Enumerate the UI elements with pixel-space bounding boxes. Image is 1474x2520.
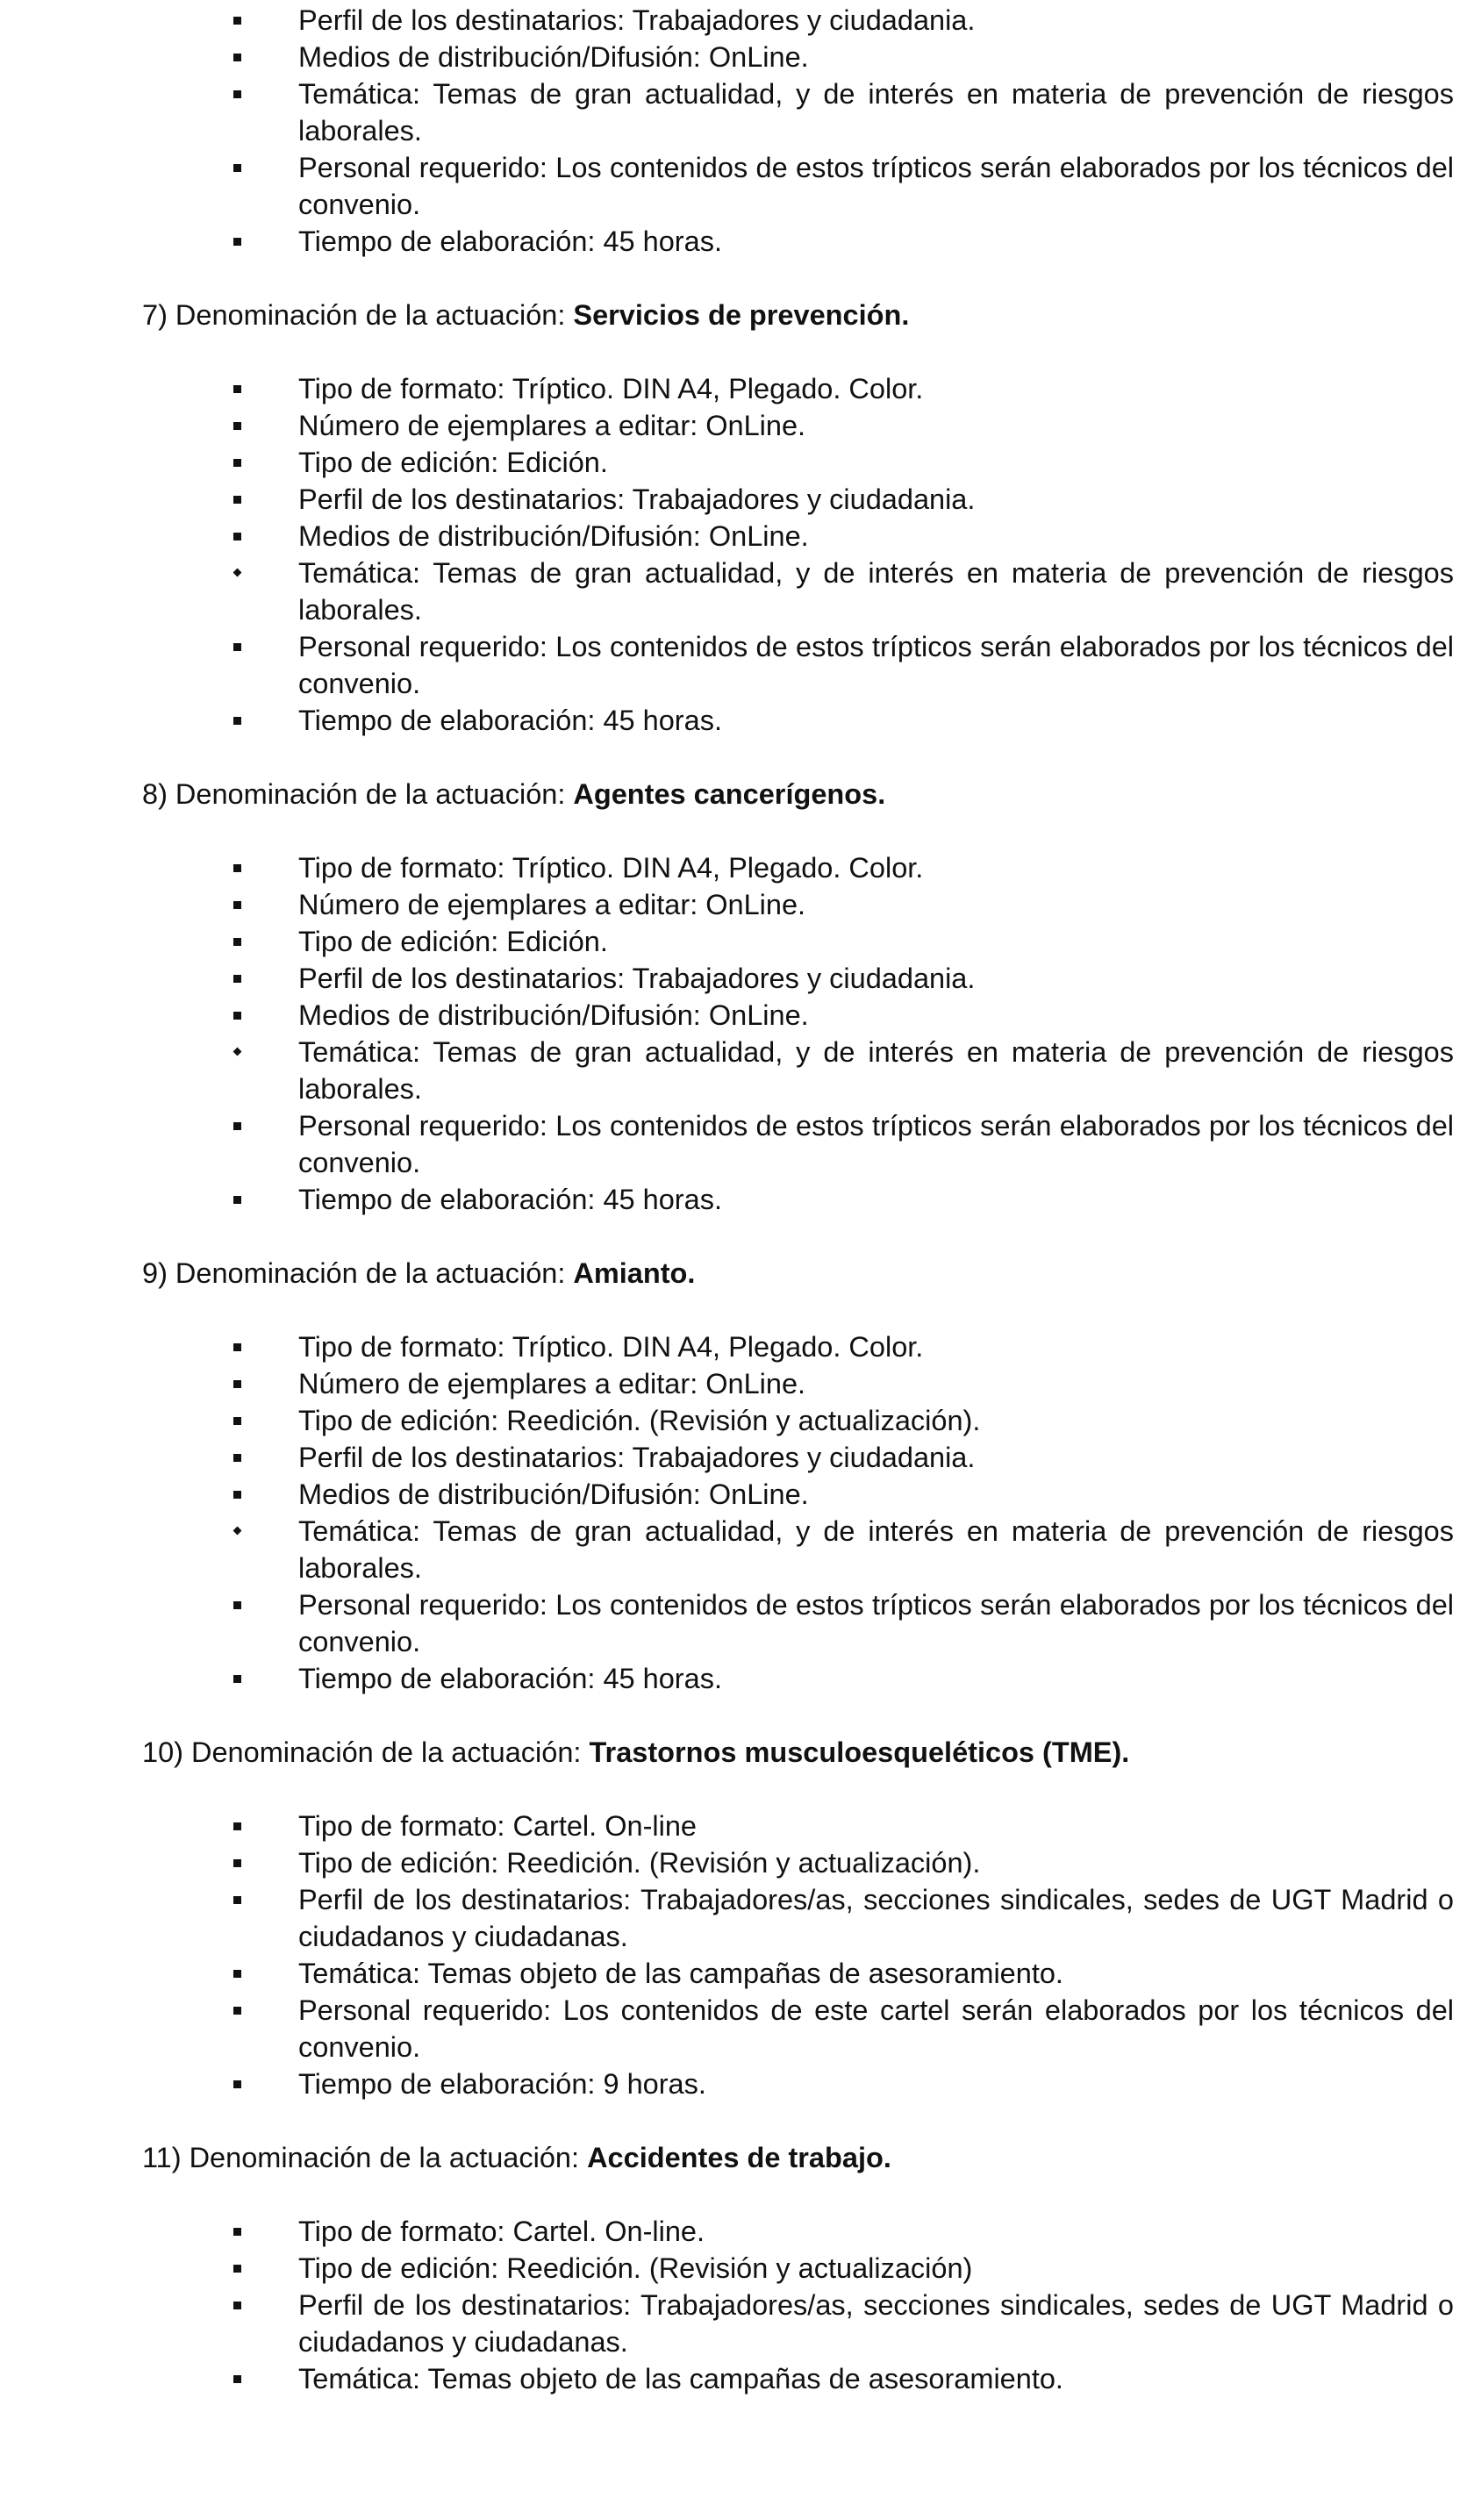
section-heading: 8) Denominación de la actuación: Agentes cancerígenos.: [142, 778, 886, 810]
bullet-icon: [233, 1675, 241, 1683]
bullet-icon: [233, 643, 241, 651]
section-heading: 7) Denominación de la actuación: Servicios de prevención.: [142, 299, 910, 331]
list-item: Tiempo de elaboración: 45 horas.: [0, 1181, 1454, 1218]
list-item: Tiempo de elaboración: 9 horas.: [0, 2065, 1454, 2102]
bullet-icon: [233, 17, 241, 25]
list-item: Perfil de los destinatarios: Trabajadores/as, secciones sindicales, sedes de UGT Madrid o ciudadanos y ciudadanas.: [0, 1881, 1454, 1955]
list-item: Tipo de edición: Edición.: [0, 444, 1454, 481]
section-list: [0, 1808, 1474, 2102]
intro-list: [0, 2, 1474, 260]
section-heading: 11) Denominación de la actuación: Accidentes de trabajo.: [142, 2142, 891, 2173]
list-item: Perfil de los destinatarios: Trabajadores y ciudadania.: [0, 2, 1454, 39]
list-item: Medios de distribución/Difusión: OnLine.: [0, 1476, 1454, 1513]
list-item: Tipo de formato: Tríptico. DIN A4, Plegado. Color.: [0, 849, 1454, 886]
section-title: Amianto.: [573, 1257, 696, 1289]
list-item: Tiempo de elaboración: 45 horas.: [0, 223, 1454, 260]
bullet-icon: [233, 1970, 241, 1978]
section-list: [0, 849, 1474, 1218]
section-title: Agentes cancerígenos.: [573, 778, 886, 810]
bullet-icon: [233, 2375, 241, 2383]
bullet-icon: [233, 717, 241, 725]
list-item: Número de ejemplares a editar: OnLine.: [0, 1365, 1454, 1402]
list-item: Temática: Temas de gran actualidad, y de interés en materia de prevención de riesgos laborales.: [0, 75, 1454, 149]
bullet-icon: [233, 1417, 241, 1425]
list-item: Personal requerido: Los contenidos de estos trípticos serán elaborados por los técnicos del convenio.: [0, 149, 1454, 223]
bullet-icon: [233, 938, 241, 946]
section-title: Accidentes de trabajo.: [587, 2142, 891, 2173]
bullet-icon: [233, 975, 241, 983]
list-item: Perfil de los destinatarios: Trabajadores y ciudadania.: [0, 481, 1454, 518]
list-item: Tipo de formato: Cartel. On-line.: [0, 2213, 1454, 2250]
bullet-icon: [233, 1380, 241, 1388]
bullet-icon: [233, 901, 241, 909]
list-item: Temática: Temas de gran actualidad, y de interés en materia de prevención de riesgos laborales.: [0, 555, 1454, 628]
bullet-icon: [233, 2007, 241, 2015]
bullet-icon: [233, 1343, 241, 1351]
bullet-icon: [233, 238, 241, 246]
list-item: Tipo de formato: Tríptico. DIN A4, Plegado. Color.: [0, 370, 1454, 407]
list-item: Número de ejemplares a editar: OnLine.: [0, 886, 1454, 923]
section-list: [0, 2213, 1474, 2397]
list-item: Tipo de edición: Edición.: [0, 923, 1454, 960]
document-page: [0, 2, 1474, 2397]
bullet-icon: [233, 1527, 242, 1536]
section-heading: 9) Denominación de la actuación: Amianto.: [142, 1257, 696, 1289]
list-item: Temática: Temas objeto de las campañas de asesoramiento.: [0, 2360, 1454, 2397]
list-item: Tipo de formato: Cartel. On-line: [0, 1808, 1454, 1844]
list-item: Tiempo de elaboración: 45 horas.: [0, 702, 1454, 739]
list-item: Medios de distribución/Difusión: OnLine.: [0, 39, 1454, 75]
section-title: Trastornos musculoesqueléticos (TME).: [589, 1736, 1130, 1768]
list-item: Personal requerido: Los contenidos de estos trípticos serán elaborados por los técnicos del convenio.: [0, 628, 1454, 702]
bullet-icon: [233, 2265, 241, 2273]
bullet-icon: [233, 569, 242, 577]
bullet-icon: [233, 1859, 241, 1867]
section-heading: 10) Denominación de la actuación: Trastornos musculoesqueléticos (TME).: [142, 1736, 1130, 1768]
bullet-icon: [233, 90, 241, 98]
list-item: Tipo de edición: Reedición. (Revisión y actualización).: [0, 1844, 1454, 1881]
section-list: [0, 1328, 1474, 1697]
bullet-icon: [233, 1601, 241, 1609]
list-item: Número de ejemplares a editar: OnLine.: [0, 407, 1454, 444]
list-item: Tipo de formato: Tríptico. DIN A4, Plegado. Color.: [0, 1328, 1454, 1365]
list-item: Tiempo de elaboración: 45 horas.: [0, 1660, 1454, 1697]
bullet-icon: [233, 164, 241, 172]
bullet-icon: [233, 2302, 241, 2309]
bullet-icon: [233, 1196, 241, 1204]
bullet-icon: [233, 864, 241, 872]
list-item: Tipo de edición: Reedición. (Revisión y actualización): [0, 2250, 1454, 2287]
bullet-icon: [233, 1822, 241, 1830]
bullet-icon: [233, 1491, 241, 1499]
bullet-icon: [233, 1048, 242, 1056]
section-list: [0, 370, 1474, 739]
bullet-icon: [233, 385, 241, 393]
list-item: Medios de distribución/Difusión: OnLine.: [0, 997, 1454, 1034]
bullet-icon: [233, 1896, 241, 1904]
list-item: Perfil de los destinatarios: Trabajadores/as, secciones sindicales, sedes de UGT Madrid o ciudadanos y ciudadanas.: [0, 2287, 1454, 2360]
bullet-icon: [233, 496, 241, 504]
list-item: Temática: Temas de gran actualidad, y de interés en materia de prevención de riesgos laborales.: [0, 1034, 1454, 1107]
list-item: Perfil de los destinatarios: Trabajadores y ciudadania.: [0, 960, 1454, 997]
list-item: Perfil de los destinatarios: Trabajadores y ciudadania.: [0, 1439, 1454, 1476]
list-item: Medios de distribución/Difusión: OnLine.: [0, 518, 1454, 555]
list-item: Temática: Temas objeto de las campañas de asesoramiento.: [0, 1955, 1454, 1992]
bullet-icon: [233, 2228, 241, 2236]
bullet-icon: [233, 459, 241, 467]
list-item: Temática: Temas de gran actualidad, y de interés en materia de prevención de riesgos laborales.: [0, 1513, 1454, 1586]
list-item: Tipo de edición: Reedición. (Revisión y actualización).: [0, 1402, 1454, 1439]
list-item: Personal requerido: Los contenidos de este cartel serán elaborados por los técnicos del convenio.: [0, 1992, 1454, 2065]
list-item: Personal requerido: Los contenidos de estos trípticos serán elaborados por los técnicos del convenio.: [0, 1586, 1454, 1660]
bullet-icon: [233, 54, 241, 61]
bullet-icon: [233, 422, 241, 430]
bullet-icon: [233, 533, 241, 541]
bullet-icon: [233, 1012, 241, 1020]
bullet-icon: [233, 2080, 241, 2088]
list-item: Personal requerido: Los contenidos de estos trípticos serán elaborados por los técnicos del convenio.: [0, 1107, 1454, 1181]
bullet-icon: [233, 1122, 241, 1130]
section-title: Servicios de prevención.: [573, 299, 910, 331]
bullet-icon: [233, 1454, 241, 1462]
